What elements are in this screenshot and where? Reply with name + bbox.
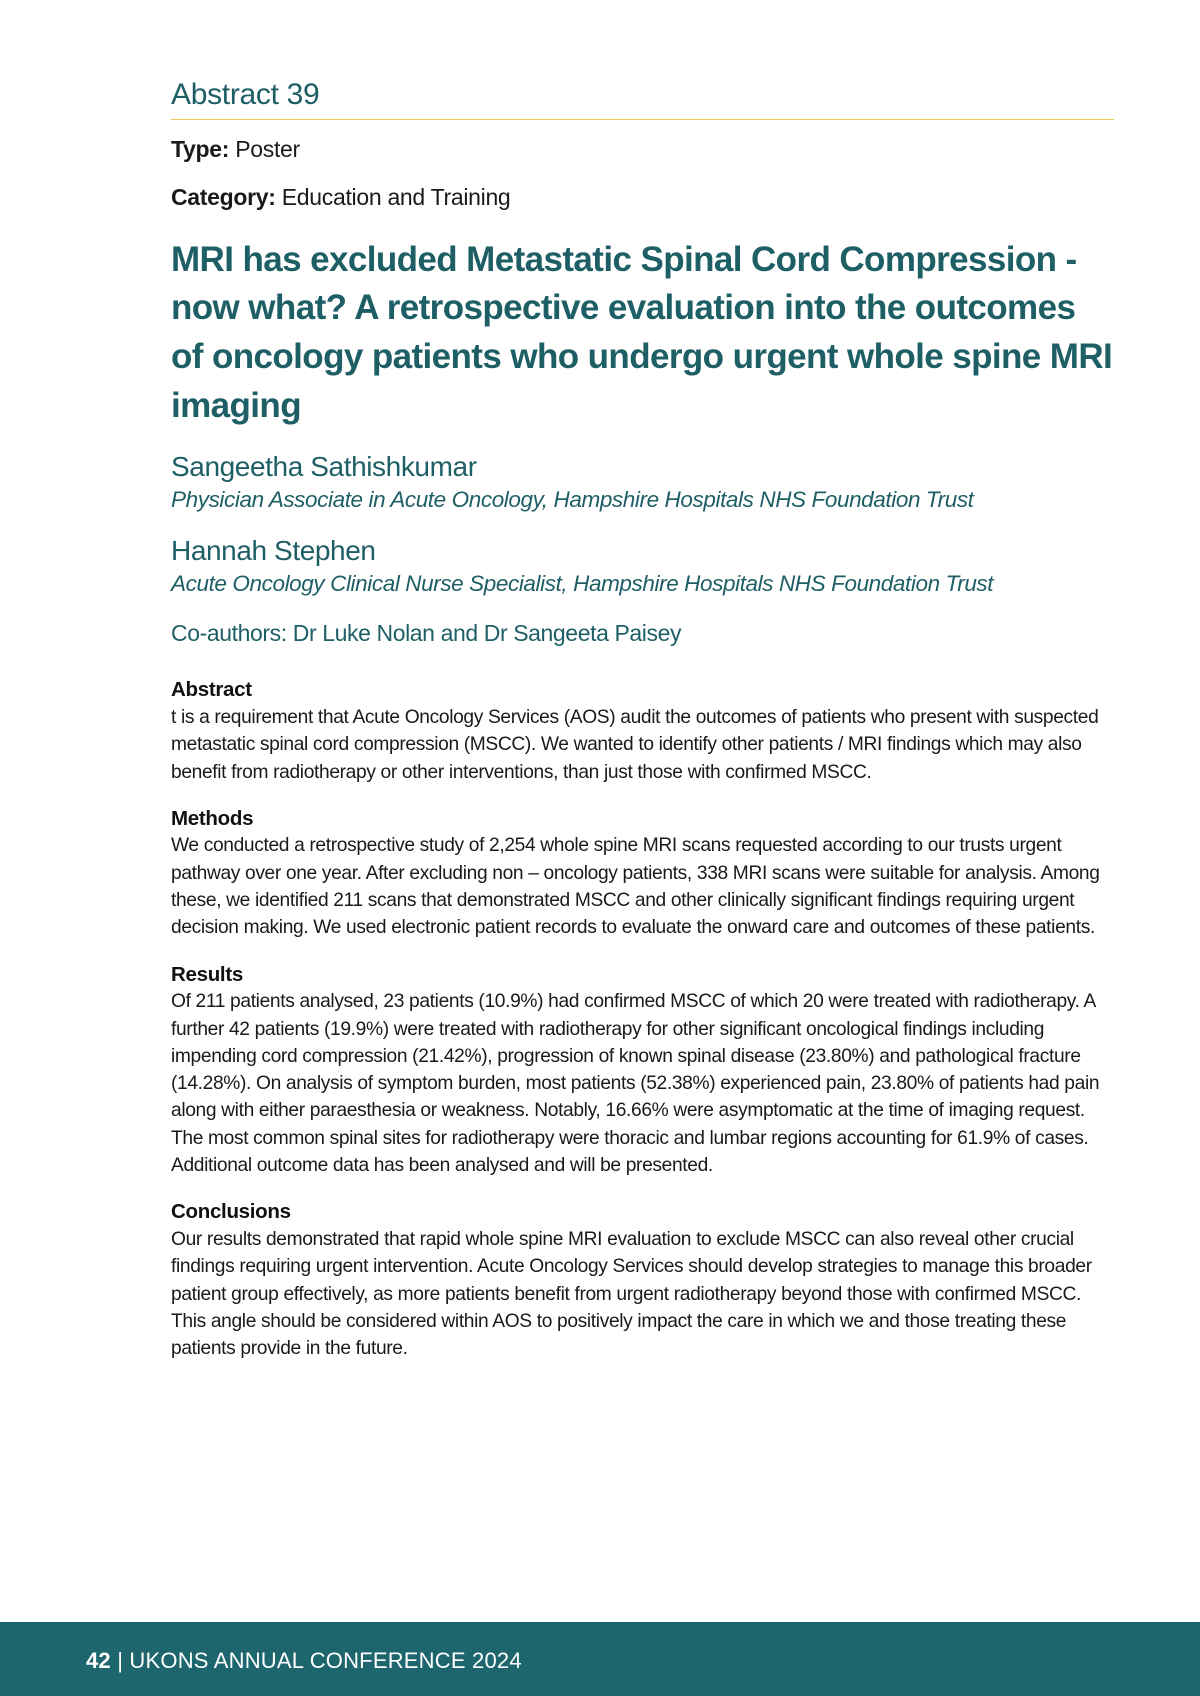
page-number: 42 <box>86 1648 111 1673</box>
conference-name: UKONS ANNUAL CONFERENCE 2024 <box>129 1648 522 1673</box>
section-heading: Abstract <box>171 678 252 702</box>
author-name: Sangeetha Sathishkumar <box>171 451 477 483</box>
section-results <box>171 962 1114 1180</box>
section-body: t is a requirement that Acute Oncology Services (AOS) audit the outcomes of patients who present with suspected metastatic spinal cord compression (MSCC). We wanted to identify other patients / MRI findings which may also benefit from radiotherapy or other interventions, than just those with confirmed MSCC. <box>171 706 1099 783</box>
type-value: Poster <box>235 135 300 162</box>
section-body: Of 211 patients analysed, 23 patients (10.9%) had confirmed MSCC of which 20 were treated with radiotherapy. A further 42 patients (19.9%) were treated with radiotherapy for other significant oncological findings including impending cord compression (21.42%), progression of known spinal disease (23.80%) and pathological fracture (14.28%). On analysis of symptom burden, most patients (52.38%) experienced pain, 23.80% of patients had pain along with either paraesthesia or weakness. Notably, 16.66% were asymptomatic at the time of imaging request. The most common spinal sites for radiotherapy were thoracic and lumbar regions accounting for 61.9% of cases. Additional outcome data has been analysed and will be presented. <box>171 991 1100 1177</box>
coauthors: Co-authors: Dr Luke Nolan and Dr Sangeeta Paisey <box>171 619 682 646</box>
section-abstract <box>171 677 1114 786</box>
section-body: We conducted a retrospective study of 2,254 whole spine MRI scans requested according to our trusts urgent pathway over one year. After excluding non – oncology patients, 338 MRI scans were suitable for analysis. Among these, we identified 211 scans that demonstrated MSCC and other clinically significant findings requiring urgent decision making. We used electronic patient records to evaluate the onward care and outcomes of these patients. <box>171 835 1100 939</box>
author-role: Physician Associate in Acute Oncology, Hampshire Hospitals NHS Foundation Trust <box>171 486 974 512</box>
section-heading: Results <box>171 962 243 986</box>
type-label: Type: <box>171 135 230 162</box>
category-value: Education and Training <box>281 184 511 211</box>
category-label: Category: <box>171 184 276 211</box>
abstract-title: MRI has excluded Metastatic Spinal Cord Compression - now what? A retrospective evaluation into the outcomes of oncology patients who undergo urgent whole spine MRI imaging <box>171 239 1113 425</box>
section-conclusions <box>171 1199 1114 1362</box>
page-footer <box>0 1622 1200 1696</box>
section-heading: Conclusions <box>171 1200 291 1224</box>
footer-separator: | <box>117 1648 124 1673</box>
section-methods <box>171 806 1114 942</box>
abstract-number: Abstract 39 <box>171 78 1114 120</box>
author-name: Hannah Stephen <box>171 534 376 566</box>
section-heading: Methods <box>171 806 254 830</box>
category-line <box>171 184 1114 212</box>
abstract-page <box>171 78 1114 1362</box>
author-role: Acute Oncology Clinical Nurse Specialist, Hampshire Hospitals NHS Foundation Trust <box>171 570 994 596</box>
section-body: Our results demonstrated that rapid whole spine MRI evaluation to exclude MSCC can also reveal other crucial findings requiring urgent intervention. Acute Oncology Services should develop strategies to manage this broader patient group effectively, as more patients benefit from urgent radiotherapy beyond those with confirmed MSCC. This angle should be considered within AOS to positively impact the care in which we and those treating these patients provide in the future. <box>171 1229 1092 1360</box>
type-line <box>171 136 1114 164</box>
footer-text <box>0 1644 522 1674</box>
